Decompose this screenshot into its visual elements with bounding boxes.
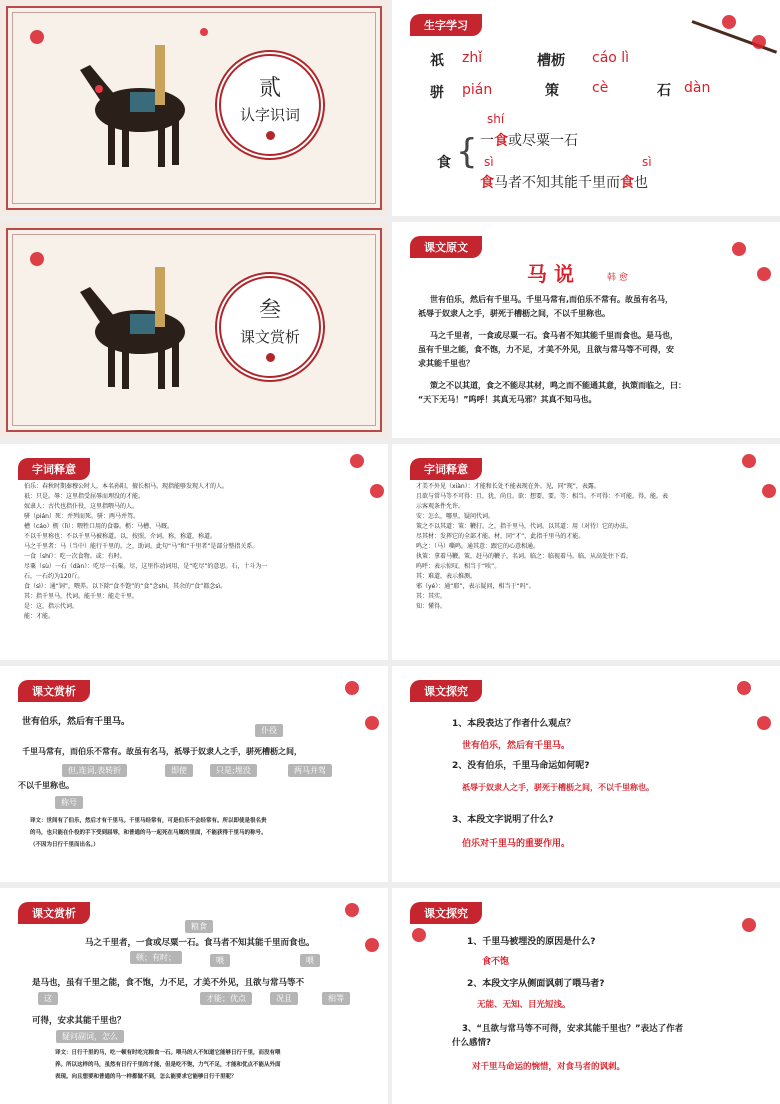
glossary-item: 一食（shí）：吃一次食物。或：有时。 <box>24 553 126 560</box>
question: 3、“且欲与常马等不可得，安求其能千里也？”表达了作者 <box>462 1024 684 1034</box>
analysis-line: 可得，安求其能千里也？ <box>32 1016 126 1026</box>
annotation-chip: 喂 <box>300 954 320 967</box>
glossary-item: 是：这，指示代词。 <box>24 603 79 610</box>
annotation-chip: 才能；优点 <box>200 992 252 1005</box>
vocab-char: 策 <box>545 83 559 99</box>
translation-note: 表现。向且想要和普通的马一样都做不到，怎么能要求它能够日行千里呢？ <box>55 1074 237 1080</box>
slide-5[interactable] <box>0 444 388 660</box>
analysis-line: 千里马常有，而伯乐不常有。故虽有名马，祇辱于奴隶人之手，骈死槽枥之间， <box>22 747 302 756</box>
slide-7[interactable] <box>0 666 388 882</box>
glossary-item: 安：怎么，哪里，疑问代词。 <box>416 513 495 520</box>
blossom-decoration <box>370 484 384 498</box>
slide-tag: 课文原文 <box>410 236 482 258</box>
example-line-2: 食马者不知其能千里而食也 <box>480 175 648 191</box>
annotation-chip: 只是;埋没 <box>210 764 257 777</box>
answer: 对千里马命运的惋惜，对食马者的讽刺。 <box>472 1062 626 1072</box>
vocab-char: 祇 <box>430 53 444 69</box>
analysis-line: 世有伯乐，然后有千里马。 <box>22 717 131 727</box>
question: 什么感情? <box>452 1038 491 1048</box>
blossom-decoration <box>345 681 359 695</box>
blossom-decoration <box>30 30 44 44</box>
glossary-item: 能：才能。 <box>24 613 55 620</box>
glossary-item: 其：其实。 <box>416 593 447 600</box>
section-number: 叁 <box>258 297 281 323</box>
glossary-item: 呜呼：表示惊叹，相当于“唉”。 <box>416 563 501 570</box>
text-paragraph: 世有伯乐，然后有千里马。千里马常有,而伯乐不常有。故虽有名马， <box>430 295 674 304</box>
slide-1[interactable] <box>0 0 388 216</box>
annotation-chip: 即使 <box>165 764 193 777</box>
annotation-chip: 喂 <box>210 954 230 967</box>
translation-note: （不因为日行千里而出名。） <box>30 842 99 848</box>
text-title: 马 说 <box>527 262 574 286</box>
seal-dot <box>266 353 275 362</box>
annotation-chip: 称号 <box>55 796 83 809</box>
glossary-item: 槽（cáo）枥（lì）：喂牲口用的食器。枥：马槽、马厩。 <box>24 523 173 530</box>
question: 3、本段文字说明了什么? <box>452 815 554 825</box>
text-paragraph: 策之不以其道，食之不能尽其材，鸣之而不能通其意，执策而临之，曰： <box>430 381 686 390</box>
slide-tag: 课文探究 <box>410 680 482 702</box>
blossom-decoration <box>762 484 776 498</box>
brace: { <box>456 132 478 172</box>
glossary-item: 马之千里者：马（当中）能行千里的。之，助词。此句“马”和“千里者”是部分整指关系。 <box>24 543 259 550</box>
blossom-decoration <box>757 716 771 730</box>
annotation-chip: 粮食 <box>185 920 213 933</box>
vocab-pinyin: dàn <box>684 80 711 96</box>
glossary-item: 策之不以其道：策：鞭打。之，指千里马，代词。以其道：用（对待）它的办法。 <box>416 523 633 530</box>
answer: 世有伯乐，然后有千里马。 <box>462 741 571 751</box>
translation-note: 养。所以这样的马，虽然有日行千里的才能，但是吃不饱，力气不足，才能和优点不能从外面 <box>55 1062 281 1068</box>
horse-illustration <box>60 262 210 402</box>
vocab-char: 槽枥 <box>537 53 565 69</box>
slide-10[interactable] <box>392 888 780 1104</box>
analysis-line: 马之千里者，一食或尽粟一石。食马者不知其能千里而食也。 <box>85 938 315 948</box>
question: 1、本段表达了作者什么观点？ <box>452 719 576 729</box>
section-title: 认字识词 <box>239 105 300 124</box>
polyphone-char: 食 <box>437 155 451 171</box>
glossary-item: 鸣之：（马）嘶鸣。通其意：跟它的心意相通。 <box>416 543 540 550</box>
glossary-item: 示客观条件允许。 <box>416 503 465 510</box>
text-paragraph: 虽有千里之能，食不饱，力不足，才美不外见，且欲与常马等不可得，安 <box>418 345 674 354</box>
text-author: 韩 愈 <box>607 273 628 283</box>
text-paragraph: 祇辱于奴隶人之手，骈死于槽枥之间，不以千里称也。 <box>418 309 610 318</box>
translation-note: 译文：日行千里的马，吃一顿有时吃完粮食一石。喂马的人不知道它能够日行千里，而没有喂 <box>55 1050 281 1056</box>
glossary-item: 尽粟（sù）一石（dàn）：吃尽一石粟。尽，这里作动词用，是“吃尽”的意思。石，十斗为一 <box>24 563 268 570</box>
answer: 祇辱于奴隶人之手，骈死于槽枥之间，不以千里称也。 <box>462 783 654 792</box>
annotation-chip: 仆役 <box>255 724 283 737</box>
blossom-decoration <box>732 242 746 256</box>
slide-tag: 课文赏析 <box>18 680 90 702</box>
slide-8[interactable] <box>392 666 780 882</box>
blossom-decoration <box>722 15 736 29</box>
blossom-decoration <box>345 903 359 917</box>
translation-note: 译文：世间有了伯乐，然后才有千里马。千里马经常有，可是伯乐不会经常有。所以即使是很名贵 <box>30 818 267 824</box>
glossary-list <box>24 482 344 622</box>
blossom-decoration <box>742 918 756 932</box>
slide-tag: 生字学习 <box>410 14 482 36</box>
vocab-pinyin: cè <box>592 80 609 96</box>
slide-4[interactable] <box>392 222 780 438</box>
blossom-decoration <box>742 454 756 468</box>
blossom-decoration <box>365 716 379 730</box>
glossary-item: 骈（pián）死：并列而死。骈：两马并驾。 <box>24 513 139 520</box>
glossary-list <box>416 482 736 612</box>
analysis-line: 不以千里称也。 <box>18 781 74 790</box>
text-paragraph: 马之千里者，一食或尽粟一石。食马者不知其能千里而食也。是马也， <box>430 331 678 340</box>
slide-tag: 字词释意 <box>18 458 90 480</box>
annotation-chip: 相等 <box>322 992 350 1005</box>
glossary-item: 尽其材：发挥它的全部才能。材，同“才”，此指千里马的才能。 <box>416 533 585 540</box>
answer: 无能、无知、目光短浅。 <box>477 1000 571 1010</box>
analysis-line: 是马也，虽有千里之能，食不饱，力不足，才美不外见，且欲与常马等不 <box>32 978 305 988</box>
annotation-chip: 这 <box>38 992 58 1005</box>
glossary-item: 且欲与常马等不可得：且，犹，尚且。欲：想要，要。等：相当。不可得：不可能，得，能。表 <box>416 493 669 500</box>
blossom-decoration <box>737 681 751 695</box>
pinyin-shi: shí <box>487 112 505 126</box>
blossom-decoration <box>350 454 364 468</box>
question: 1、千里马被埋没的原因是什么? <box>467 937 596 947</box>
vocab-char: 石 <box>657 83 671 99</box>
annotation-chip: 两马并驾 <box>288 764 332 777</box>
section-seal <box>215 272 325 382</box>
glossary-item: 知：懂得。 <box>416 603 447 610</box>
glossary-item: 石，一石约为120斤。 <box>24 573 84 580</box>
question: 2、本段文字从侧面讽刺了喂马者? <box>467 979 605 989</box>
glossary-item: 才美不外见（xiàn）：才能和长处不能表现在外。见，同“现”，表露。 <box>416 483 600 490</box>
glossary-item: 其：难道，表示推测。 <box>416 573 477 580</box>
slide-9[interactable] <box>0 888 388 1104</box>
section-number: 贰 <box>258 75 281 101</box>
blossom-decoration <box>412 928 426 942</box>
glossary-item: 伯乐：春秋时期秦穆公时人，本名孙阳，擅长相马。现指能够发现人才的人。 <box>24 483 229 490</box>
annotation-chip: 顿；有时； <box>130 951 182 964</box>
glossary-item: 执策：拿着马鞭。策，赶马的鞭子，名词。临之：临视着马。临，从高处往下看。 <box>416 553 633 560</box>
glossary-item: 食（sì）：通“饲”，喂养。以下除“食不饱”的“食”念shí，其余的“食”都念sì。 <box>24 583 227 590</box>
blossom-decoration <box>30 252 44 266</box>
glossary-item: 不以千里称也：不以千里马被称道。以，按照，介词。称，称道，称道。 <box>24 533 217 540</box>
petal-decoration <box>95 85 103 93</box>
seal-dot <box>266 131 275 140</box>
text-paragraph: 求其能千里也？ <box>418 359 474 368</box>
petal-decoration <box>200 28 208 36</box>
example-line-1: 一食或尽粟一石 <box>480 133 578 149</box>
vocab-char: 骈 <box>430 85 444 101</box>
horse-illustration <box>60 40 210 180</box>
pinyin-si-1: sì <box>484 155 494 169</box>
blossom-decoration <box>365 938 379 952</box>
pinyin-si-2: sì <box>642 155 652 169</box>
vocab-pinyin: pián <box>462 82 493 98</box>
slide-tag: 课文探究 <box>410 902 482 924</box>
annotation-chip: 况且 <box>270 992 298 1005</box>
vocab-pinyin: cáo lì <box>592 50 630 66</box>
slide-6[interactable] <box>392 444 780 660</box>
annotation-chip: 疑问副词，怎么 <box>56 1030 124 1043</box>
translation-note: 的马，也只能在仆役的手下受到屈辱，和普通的马一起死在马厩的里面，不能获得千里马的称号。 <box>30 830 267 836</box>
glossary-item: 邪（yé）：通“耶”，表示疑问，相当于“吗”。 <box>416 583 535 590</box>
slide-2[interactable] <box>392 0 780 216</box>
annotation-chip: 但,连词,表转折 <box>62 764 127 777</box>
section-title: 课文赏析 <box>239 327 300 346</box>
answer: 食不饱 <box>482 957 510 967</box>
blossom-decoration <box>752 35 766 49</box>
text-paragraph: “天下无马！”呜呼！其真无马邪？其真不知马也。 <box>418 395 597 404</box>
slide-3[interactable] <box>0 222 388 438</box>
vocab-pinyin: zhǐ <box>462 50 483 66</box>
glossary-item: 其：指千里马，代词。能千里：能走千里。 <box>24 593 139 600</box>
blossom-decoration <box>757 267 771 281</box>
question: 2、没有伯乐，千里马命运如何呢? <box>452 761 590 771</box>
slide-tag: 字词释意 <box>410 458 482 480</box>
glossary-item: 祇：只是。辱：这里指受屈辱而埋没的才能。 <box>24 493 145 500</box>
answer: 伯乐对千里马的重要作用。 <box>462 839 571 849</box>
slide-tag: 课文赏析 <box>18 902 90 924</box>
glossary-item: 奴隶人：古代也指仆役，这里指喂马的人。 <box>24 503 139 510</box>
section-seal <box>215 50 325 160</box>
